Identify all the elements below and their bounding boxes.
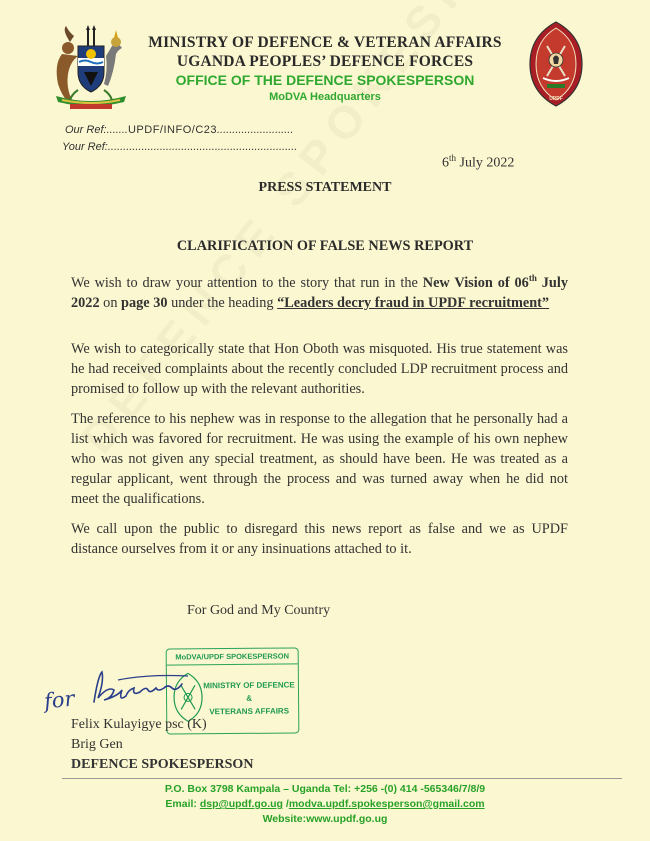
our-ref-label: Our Ref: <box>65 124 107 136</box>
your-ref: Your Ref:.............................................................. <box>62 141 298 153</box>
press-statement-title: PRESS STATEMENT <box>258 180 392 195</box>
paragraph-1: We wish to draw your attention to the story that run in the New Vision of 06th July 2022 on page 30 under the heading “Leaders decry fraud in UPDF recruitment” <box>71 273 568 311</box>
page-number: page 30 <box>121 294 168 311</box>
headquarters-title: MoDVA Headquarters <box>269 91 381 103</box>
signatory-title: DEFENCE SPOKESPERSON <box>71 757 254 772</box>
our-ref-value: UPDF/INFO/C23 <box>127 124 217 136</box>
closing-line: For God and My Country <box>187 603 331 618</box>
footer-website: Website:www.updf.go.ug <box>262 813 388 825</box>
for-handwritten: for <box>42 686 76 714</box>
our-ref: Our Ref:.......UPDF/INFO/C23......................... <box>65 124 294 136</box>
paragraph-4: We call upon the public to disregard this news report as false and we as UPDF distance ourselves from it or any insinuations attached to it. <box>71 521 568 557</box>
stamp-line-1: MINISTRY OF DEFENCE <box>203 680 295 691</box>
office-title: OFFICE OF THE DEFENCE SPOKESPERSON <box>175 72 475 88</box>
your-ref-label: Your Ref: <box>62 141 108 153</box>
clarification-title: CLARIFICATION OF FALSE NEWS REPORT <box>176 238 474 254</box>
emblem-text: UPDF <box>549 96 563 102</box>
date-rest: July 2022 <box>456 155 515 171</box>
date-suffix: th <box>449 153 457 163</box>
article-heading: “Leaders decry fraud in UPDF recruitment” <box>277 294 550 311</box>
stamp-top: MoDVA/UPDF SPOKESPERSON <box>167 651 298 665</box>
email-link-dsp[interactable]: dsp@updf.go.ug <box>199 798 283 810</box>
stamp-line-2: & <box>246 693 252 703</box>
paragraph-2: We wish to categorically state that Hon Oboth was misquoted. His true statement was he had received complaints about the recently concluded LDP recruitment process and promised to follow up with the relevant authorities. <box>71 341 568 397</box>
date-day: 6 <box>442 155 449 171</box>
paragraph-3: The reference to his nephew was in response to the allegation that he personally had a list which was favored for recruitment. He was using the example of his own nephew who was not given any special treatment, as should have been. He was treated as a regular applicant, went through the process and was turned away when he did not meet the qualifications. <box>71 411 568 507</box>
signatory-name: Felix Kulayigye psc (K) <box>71 717 207 732</box>
signatory-rank: Brig Gen <box>71 737 123 752</box>
forces-title: UGANDA PEOPLES’ DEFENCE FORCES <box>176 53 474 70</box>
stamp-line-3: VETERANS AFFAIRS <box>209 706 290 717</box>
ministry-title: MINISTRY OF DEFENCE & VETERAN AFFAIRS <box>148 34 502 51</box>
email-link-gmail[interactable]: modva.updf.spokesperson@gmail.com <box>288 798 485 810</box>
footer-email: Email: dsp@updf.go.ug /modva.updf.spokesperson@gmail.com <box>165 798 485 810</box>
date <box>442 153 514 172</box>
footer-address: P.O. Box 3798 Kampala – Uganda Tel: +256 -(0) 414 -565346/7/8/9 <box>164 783 486 795</box>
newspaper-name: New Vision of 06 <box>422 274 529 291</box>
handwritten-signature <box>88 666 198 714</box>
footer-divider <box>62 778 622 779</box>
